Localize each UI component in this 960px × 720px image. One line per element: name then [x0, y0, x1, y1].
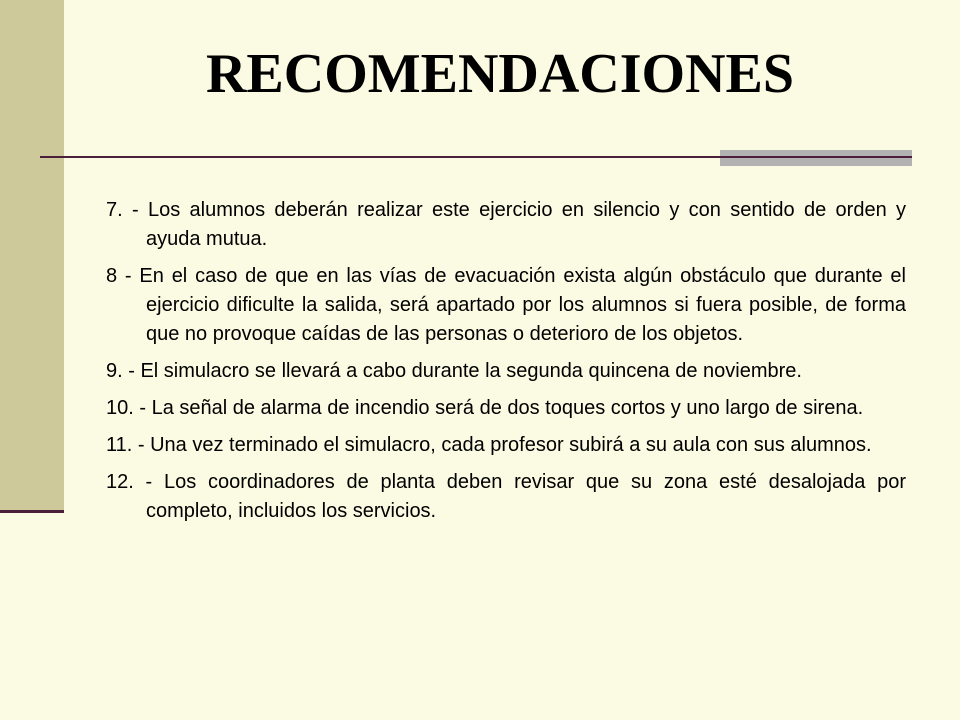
recommendation-item-12: 12. - Los coordinadores de planta deben revisar que su zona esté desalojada por completo, incluidos los servicios.: [106, 471, 906, 522]
recommendation-item-8: 8 - En el caso de que en las vías de evacuación exista algún obstáculo que durante el ejercicio dificulte la salida, será apartado por los alumnos si fuera posible, de forma que no provoque caídas de las personas o deterioro de los objetos.: [106, 265, 906, 345]
recommendation-item-7: 7. - Los alumnos deberán realizar este ejercicio en silencio y con sentido de orden y ayuda mutua.: [106, 199, 906, 250]
recommendation-item-9: 9. - El simulacro se llevará a cabo durante la segunda quincena de noviembre.: [106, 360, 802, 382]
side-bar-underline: [0, 510, 64, 513]
recommendation-item-10: 10. - La señal de alarma de incendio será de dos toques cortos y uno largo de sirena.: [106, 397, 864, 419]
recommendations-list: [106, 196, 906, 534]
title-divider-accent-line: [720, 156, 912, 158]
recommendation-item-11: 11. - Una vez terminado el simulacro, cada profesor subirá a su aula con sus alumnos.: [106, 434, 872, 456]
slide-title: RECOMENDACIONES: [205, 43, 795, 105]
title-accent-block: [720, 150, 912, 166]
